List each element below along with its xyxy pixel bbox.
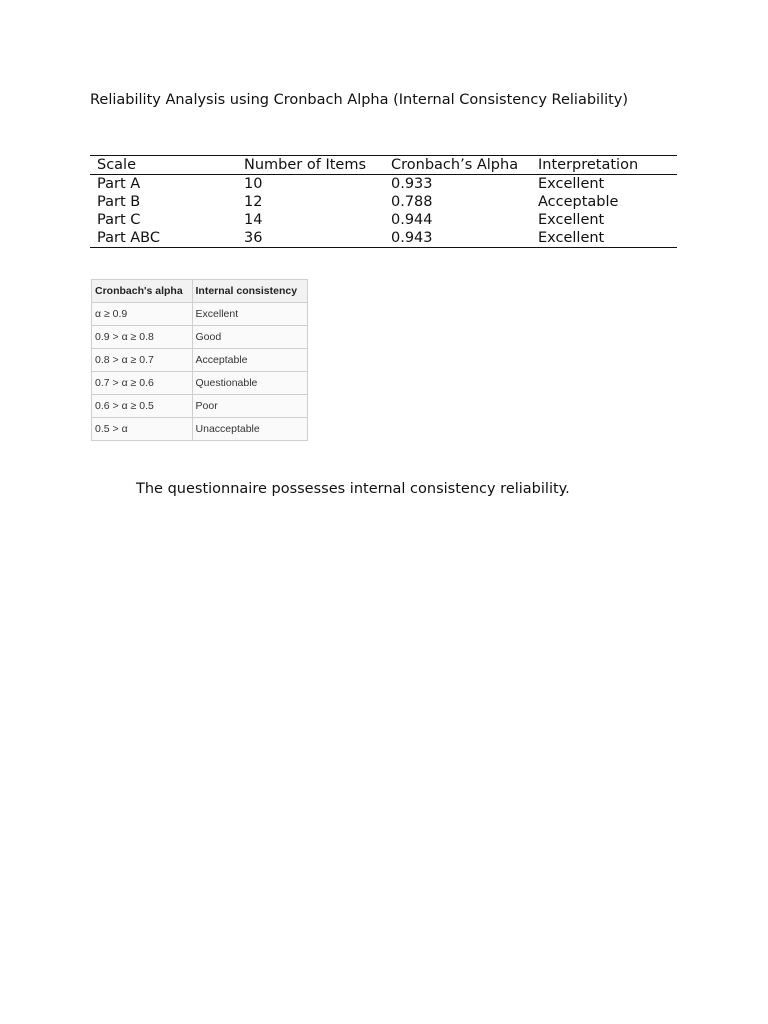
cell-consistency: Unacceptable [192,418,307,441]
cell-consistency: Poor [192,395,307,418]
table-row [90,229,677,248]
cell-alpha: 0.788 [391,194,433,210]
table-row [90,211,677,229]
cell-interpretation: Excellent [538,230,605,246]
cell-alpha: 0.943 [391,230,433,246]
reference-header-row [92,280,308,303]
cell-consistency: Good [192,326,307,349]
header-cronbach-alpha-range: Cronbach's alpha [92,280,193,303]
table-row [92,372,308,395]
table-row [92,326,308,349]
cell-interpretation: Excellent [538,212,605,228]
results-header-row [90,156,677,175]
table-row [90,175,677,194]
cell-scale: Part B [97,194,141,210]
table-row [92,418,308,441]
header-number-of-items: Number of Items [244,157,367,173]
cell-items: 36 [244,230,263,246]
header-internal-consistency: Internal consistency [192,280,307,303]
results-table [90,155,677,248]
cell-consistency: Excellent [192,303,307,326]
cell-alpha: 0.933 [391,176,433,192]
cell-alpha-range: 0.8 > α ≥ 0.7 [92,349,193,372]
cell-alpha: 0.944 [391,212,433,228]
cell-items: 10 [244,176,263,192]
table-row [90,193,677,211]
cell-consistency: Questionable [192,372,307,395]
table-row [92,349,308,372]
cell-alpha-range: 0.9 > α ≥ 0.8 [92,326,193,349]
header-scale: Scale [97,157,137,173]
table-row [92,395,308,418]
cell-interpretation: Acceptable [538,194,619,210]
table-row [92,303,308,326]
page-title: Reliability Analysis using Cronbach Alpha (Internal Consistency Reliability) [90,92,629,108]
cell-alpha-range: 0.7 > α ≥ 0.6 [92,372,193,395]
header-cronbach-alpha: Cronbach’s Alpha [391,157,519,173]
cell-items: 12 [244,194,263,210]
conclusion-text: The questionnaire possesses internal consistency reliability. [136,481,570,497]
cell-scale: Part C [97,212,141,228]
cell-scale: Part A [97,176,141,192]
cell-consistency: Acceptable [192,349,307,372]
cell-alpha-range: α ≥ 0.9 [92,303,193,326]
cell-alpha-range: 0.6 > α ≥ 0.5 [92,395,193,418]
cell-interpretation: Excellent [538,176,605,192]
cronbach-reference-table [91,279,308,441]
cell-scale: Part ABC [97,230,160,246]
header-interpretation: Interpretation [538,157,639,173]
cell-alpha-range: 0.5 > α [92,418,193,441]
cell-items: 14 [244,212,263,228]
